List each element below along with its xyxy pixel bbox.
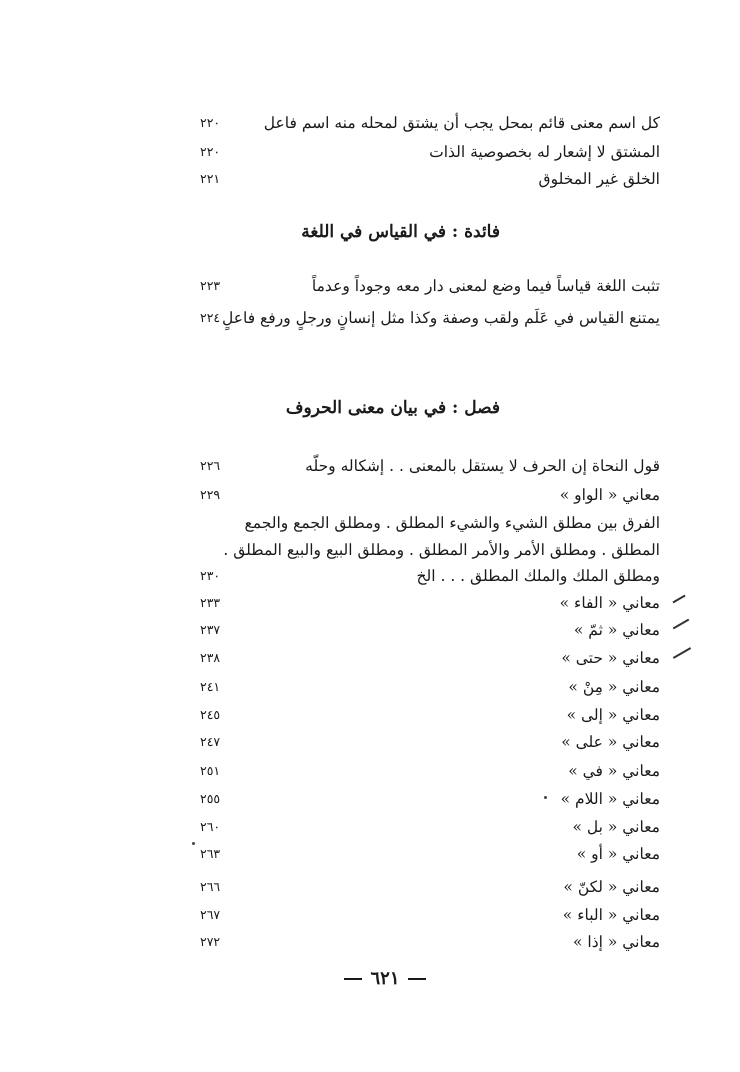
entry-page-number: ٢٢٩ xyxy=(200,487,221,502)
check-mark xyxy=(673,647,691,659)
entry-page-number: ٢٣٣ xyxy=(200,595,221,610)
ink-dot xyxy=(192,842,195,845)
index-entry xyxy=(190,758,660,784)
entry-text: الفرق بين مطلق الشيء والشيء المطلق . ومطلق الجمع والجمع xyxy=(244,514,660,532)
index-entry xyxy=(190,841,660,867)
entry-text: معاني « حتى » xyxy=(561,649,660,667)
index-entry xyxy=(190,729,660,755)
check-mark xyxy=(672,595,685,604)
index-entry xyxy=(190,305,660,331)
entry-page-number: ٢٤١ xyxy=(200,679,221,694)
index-entry xyxy=(190,537,660,563)
entry-page-number: ٢٢١ xyxy=(200,171,221,186)
entry-page-number: ٢٢٤ xyxy=(200,310,221,325)
entry-page-number: ٢٢٣ xyxy=(200,278,221,293)
entry-page-number: ٢٢٠ xyxy=(200,144,221,159)
entry-page-number: ٢٦٠ xyxy=(200,819,221,834)
entry-page-number: ٢٣٨ xyxy=(200,650,221,665)
entry-page-number: ٢٥٥ xyxy=(200,791,221,806)
index-entry xyxy=(190,702,660,728)
entry-text: كل اسم معنى قائم بمحل يجب أن يشتق لمحله منه اسم فاعل xyxy=(263,114,660,132)
footer-dash xyxy=(408,978,426,980)
entry-page-number: ٢٢٦ xyxy=(200,458,221,473)
entry-text: تثبت اللغة قياساً فيما وضع لمعنى دار معه وجوداً وعدماً xyxy=(311,277,660,295)
entry-text: معاني « إلى » xyxy=(566,706,660,724)
index-entry xyxy=(190,674,660,700)
entry-text: معاني « الباء » xyxy=(562,906,660,924)
entry-text: معاني « مِنْ » xyxy=(568,678,660,696)
entry-text: معاني « بل » xyxy=(572,818,660,836)
index-entry xyxy=(190,273,660,299)
entry-text: معاني « لكنّ » xyxy=(563,878,660,896)
entry-page-number: ٢٤٧ xyxy=(200,734,221,749)
section-heading: فائدة : في القياس في اللغة xyxy=(301,222,500,242)
entry-text: الخلق غير المخلوق xyxy=(538,170,660,188)
entry-text: معاني « اللام » xyxy=(560,790,660,808)
page-number-footer xyxy=(330,968,440,989)
index-entry xyxy=(190,902,660,928)
entry-text: ومطلق الملك والملك المطلق . . . الخ xyxy=(416,567,660,585)
entry-text: معاني « على » xyxy=(561,733,660,751)
index-entry xyxy=(190,166,660,192)
check-mark xyxy=(673,619,690,630)
entry-text: المشتق لا إشعار له بخصوصية الذات xyxy=(429,143,660,161)
index-entry xyxy=(190,929,660,955)
index-entry xyxy=(190,786,660,812)
entry-page-number: ٢٧٢ xyxy=(200,934,221,949)
index-entry xyxy=(190,617,660,643)
page-number: ٦٢١ xyxy=(370,968,400,989)
footer-dash xyxy=(344,978,362,980)
index-entry xyxy=(190,482,660,508)
entry-page-number: ٢٦٧ xyxy=(200,907,221,922)
entry-page-number: ٢٣٠ xyxy=(200,568,221,583)
entry-text: معاني « الفاء » xyxy=(559,594,660,612)
ink-dot xyxy=(544,796,547,799)
entry-page-number: ٢٢٠ xyxy=(200,115,221,130)
entry-text: المطلق . ومطلق الأمر والأمر المطلق . ومطلق البيع والبيع المطلق . xyxy=(223,541,660,559)
index-entry xyxy=(190,110,660,136)
index-entry xyxy=(190,874,660,900)
entry-page-number: ٢٥١ xyxy=(200,763,221,778)
index-entry xyxy=(190,590,660,616)
entry-text: يمتنع القياس في عَلَم ولقب وصفة وكذا مثل إنسانٍ ورجلٍ ورفع فاعلٍ xyxy=(222,309,660,327)
entry-text: قول النحاة إن الحرف لا يستقل بالمعنى . . إشكاله وحلّه xyxy=(305,457,660,475)
entry-text: معاني « أو » xyxy=(576,845,660,863)
index-entry xyxy=(190,453,660,479)
entry-page-number: ٢٦٦ xyxy=(200,879,221,894)
index-entry xyxy=(190,563,660,589)
section-heading: فصل : في بيان معنى الحروف xyxy=(285,398,500,418)
entry-page-number: ٢٤٥ xyxy=(200,707,221,722)
entry-page-number: ٢٣٧ xyxy=(200,622,221,637)
entry-text: معاني « الواو » xyxy=(559,486,660,504)
entry-text: معاني « ثمّ » xyxy=(573,621,660,639)
entry-text: معاني « في » xyxy=(568,762,660,780)
index-entry xyxy=(190,139,660,165)
entry-page-number: ٢٦٣ xyxy=(200,846,221,861)
index-entry xyxy=(190,814,660,840)
index-entry xyxy=(190,645,660,671)
entry-text: معاني « إذا » xyxy=(573,933,660,951)
index-entry xyxy=(190,510,660,536)
